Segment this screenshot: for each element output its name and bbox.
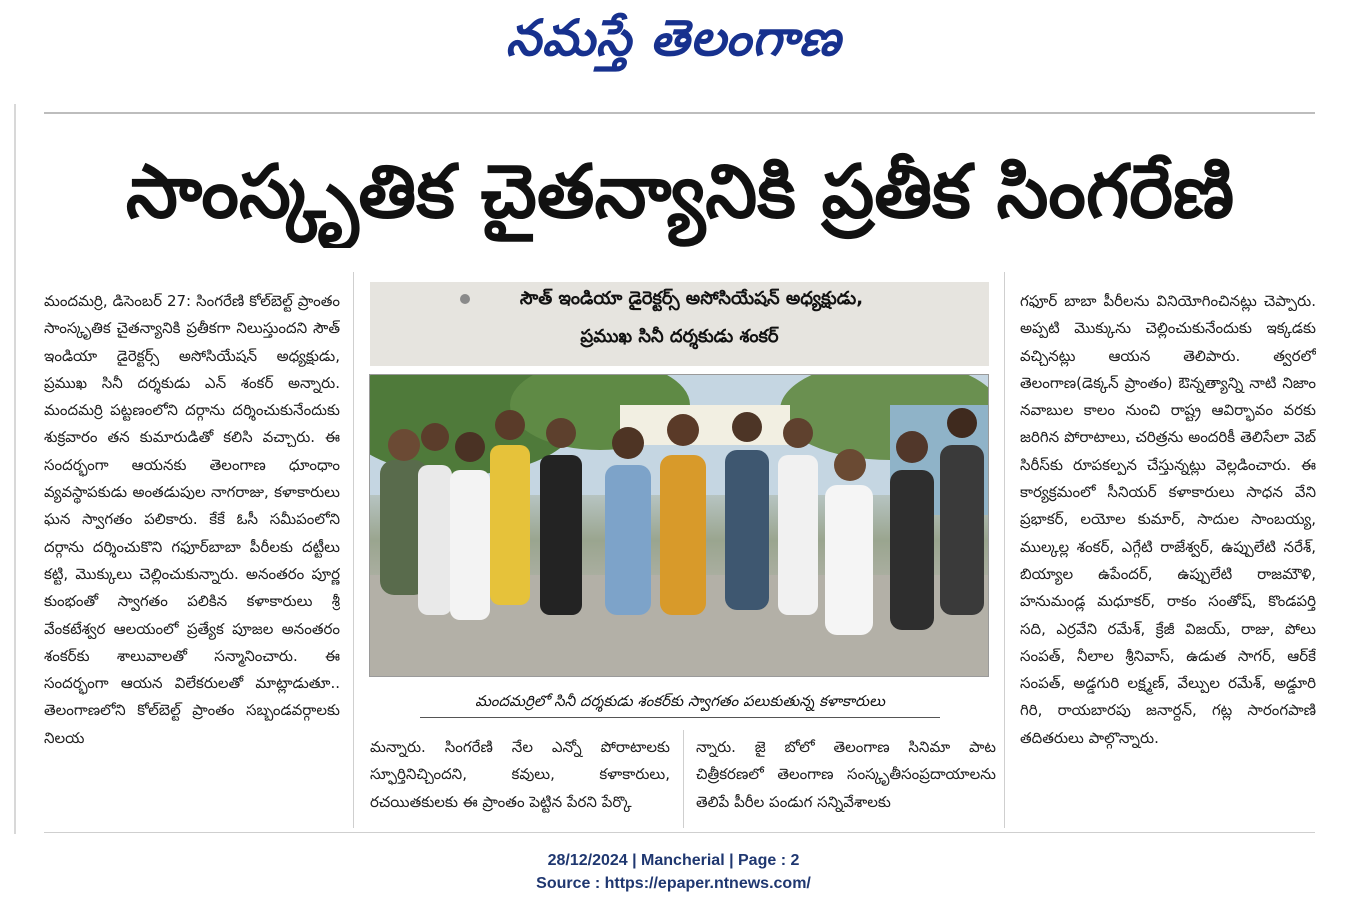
pull-quote-line-1: సౌత్ ఇండియా డైరెక్టర్స్ అసోసియేషన్ అధ్యక్షుడు,	[519, 288, 864, 309]
masthead-logo: నమస్తే తెలంగాణ	[505, 8, 842, 67]
bottom-divider	[44, 832, 1315, 833]
article-column-4: గఫూర్ బాబా పీరీలను వినియోగించినట్లు చెప్పారు. అప్పటి మొక్కును చెల్లించుకునేందుకు ఇక్కడకు వచ్చినట్లు ఆయన తెలిపారు. త్వరలో తెలంగాణ(డెక్కన్ ప్రాంతం) ఔన్నత్యాన్ని నాటి నిజాం నవాబుల కాలం నుంచి రాష్ట్ర ఆవిర్భావం వరకు జరిగిన పోరాటాలు, చరిత్రను అందరికీ తెలిసేలా వెబ్ సిరీస్‌కు రూపకల్పన చేస్తున్నట్లు వెల్లడించారు. ఈ కార్యక్రమంలో సీనియర్ కళాకారులు సాధన వేని ప్రభాకర్, లయోల కుమార్, సాదుల సాంబయ్య, ముల్కల్ల శంకర్, ఎగ్గేటి రాజేశ్వర్, ఉప్పులేటి నరేశ్, బియ్యాల ఉపేందర్, ఉప్పులేటి రాజమౌళి, హనుమండ్ల మధూకర్, రాకం సంతోష్, కొండపర్తి సది, ఎర్రవేని రమేశ్, క్రేజీ విజయ్, రాజు, పోలు సంపత్, నీలాల శ్రీనివాస్, ఉడుత సాగర్, ఆర్‌కే సంపత్, అడ్డగురి లక్ష్మణ్, వేల్పుల రమేశ్, అడ్డూరి గిరి, రాయబారపు జనార్దన్, గట్ల సారంగపాణి తదితరులు పాల్గొన్నారు.	[1020, 292, 1316, 747]
pull-quote-box	[370, 282, 989, 366]
footer-date-edition: 28/12/2024 | Mancherial | Page : 2	[547, 852, 800, 869]
news-photo	[369, 374, 989, 677]
pull-quote-line-2: ప్రముఖ సినీ దర్శకుడు శంకర్	[580, 326, 779, 347]
article-column-3: న్నారు. జై బోలో తెలంగాణ సినిమా పాట చిత్రీకరణలో తెలంగాణ సంస్కృతీసంప్రదాయాలను తెలిపే పీరీల పండుగ సన్నివేశాలకు	[696, 738, 996, 811]
group-photo-illustration	[370, 375, 989, 677]
column-divider	[683, 730, 684, 828]
column-divider	[353, 272, 354, 828]
footer-source: Source : https://epaper.ntnews.com/	[536, 875, 811, 892]
article-column-2: మన్నారు. సింగరేణి నేల ఎన్నో పోరాటాలకు స్ఫూర్తినిచ్చిందని, కవులు, కళాకారులు, రచయితకులకు ఈ ప్రాంతం పెట్టిన పేరని పేర్కొ	[370, 738, 670, 811]
column-divider	[1004, 272, 1005, 828]
article-column-1: మందమర్రి, డిసెంబర్ 27: సింగరేణి కోల్‌బెల్ట్ ప్రాంతం సాంస్కృతిక చైతన్యానికి ప్రతీకగా నిలుస్తుందని సౌత్ ఇండియా డైరెక్టర్స్ అసోసియేషన్ అధ్యక్షుడు, ప్రముఖ సినీ దర్శకుడు ఎన్ శంకర్ అన్నారు. మందమర్రి పట్టణంలోని దర్గాను దర్శించుకునేందుకు శుక్రవారం తన కుమారుడితో కలిసి వచ్చారు. ఈ సందర్భంగా ఆయనకు తెలంగాణ ధూంధాం వ్యవస్థాపకుడు అంతడుపుల నాగరాజు, కళాకారులు ఘన స్వాగతం పలికారు. కేకే ఓసీ సమీపంలోని దర్గాను దర్శించుకొని గఫూర్‌బాబా పీరీలకు దట్టీలు కట్టి, మొక్కులు చెల్లించుకున్నారు. అనంతరం పూర్ణ కుంభంతో స్వాగతం పలికిన కళాకారులు శ్రీ వేంకటేశ్వర ఆలయంలో ప్రత్యేక పూజల అనంతరం శంకర్‌కు శాలువాలతో సన్మానించారు. ఈ సందర్భంగా ఆయన విలేకరులతో మాట్లాడుతూ.. తెలంగాణలోని కోల్‌బెల్ట్ ప్రాంతం సబ్బండవర్గాలకు నిలయ	[44, 292, 340, 747]
left-margin-divider	[14, 104, 16, 834]
photo-caption: మందమర్రిలో సినీ దర్శకుడు శంకర్‌కు స్వాగతం పలుకుతున్న కళాకారులు	[420, 686, 940, 718]
article-headline: సాంస్కృతిక చైతన్యానికి ప్రతీక సింగరేణి	[125, 149, 1235, 235]
top-divider	[44, 112, 1315, 114]
